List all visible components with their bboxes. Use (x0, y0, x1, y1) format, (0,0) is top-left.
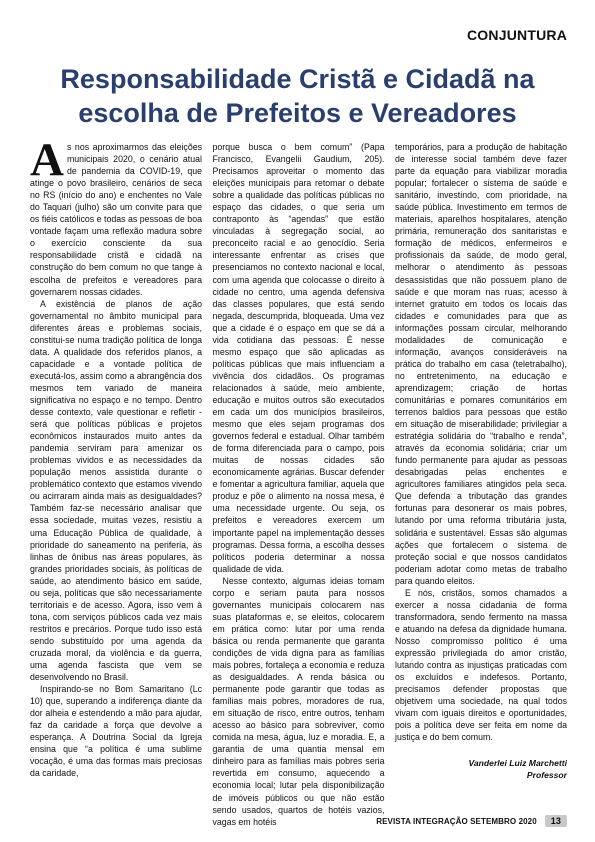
paragraph-3-cont: porque busca o bem comum” (Papa Francisco, Evangelii Gaudium, 205). Precisamos aproveitar o momento das eleições municipais para retomar o debate sobre a qualidade das políticas públicas no espaço das cidades, o que seria um contraponto às “agendas” que estão vinculadas à segregação social, ao preconceito racial e ao genocídio. Seria interessante enfrentar as crises que presenciamos no contexto nacional e local, com uma agenda que colocasse o direito à cidade no centro, uma agenda defensiva das classes populares, que está sendo negada, descumprida, bloqueada. Uma vez que a cidade é o espaço em que se dá a vida cotidiana das pessoas. É nesse mesmo espaço que são aplicadas as políticas públicas que mais influenciam a vivência dos cidadãos. Os programas relacionados à saúde, meio ambiente, educação e muitos outros são executados em cada um dos municípios brasileiros, mesmo que eles sejam programas dos governos federal e estadual. Olhar também de forma diferenciada para o campo, pois muitas de nossas cidades são economicamente agrárias. Buscar defender e fomentar a agricultura familiar, aquela que produz e põe o alimento na nossa mesa, é uma necessidade urgente. Ou seja, os prefeitos e vereadores exercem um importante papel na implementação desses programas. Dessa forma, a escolha desses políticos poderia determinar a nossa qualidade de vida. (212, 142, 385, 574)
paragraph-2: A existência de planos de ação governamental no âmbito municipal para diferentes áreas e problemas sociais, constitui-se numa tradição política de longa data. A qualidade dos referidos planos, a capacidade e a vontade política de executá-los, assim como a abrangência dos mesmos tem variado de maneira significativa no espaço e no tempo. Dentro desse contexto, vale questionar e refletir - será que políticas públicas e projetos econômicos instaurados muito antes da pandemia serviram para amenizar os problemas vividos e as necessidades da população menos assistida durante o problemático contexto que estamos vivendo ou acirraram ainda mais as desigualdades? Também faz-se necessário analisar que essa sociedade, muitas vezes, resistiu a uma Educação Pública de qualidade, à prioridade do saneamento na periferia, às linhas de ônibus nas áreas populares, às grandes prioridades sociais, às políticas de saúde, ao atendimento básico em saúde, ou seja, políticas que são necessariamente territoriais e de acesso. Agora, isso vem à tona, com serviços públicos cada vez mais restritos e precários. Porque tudo isso está sendo substituído por uma agenda da cruzada moral, da violência e da guerra, uma agenda fascista que vem se desenvolvendo no Brasil. (30, 298, 202, 683)
article-title: Responsabilidade Cristã e Cidadã na escolha de Prefeitos e Vereadores (60, 64, 535, 128)
article-body (30, 134, 567, 828)
paragraph-5: E nós, cristãos, somos chamados a exercer a nossa cidadania de forma transformadora, sendo fermento na massa e atuando na defesa da dignidade humana. Nosso compromisso político é uma expressão privilegiada do amor cristão, lutando contra as injustiças praticadas com os excluídos e indefesos. Portanto, precisamos defender propostas que objetivem uma sociedade, na qual todos vivam com iguais direitos e oportunidades, pois a política deve ser feita em nome da justiça e do bem comum. (395, 587, 567, 743)
author-role: Professor (526, 770, 567, 781)
column-3 (395, 141, 567, 828)
page-footer (376, 815, 567, 827)
publication-name: REVISTA INTEGRAÇÃO SETEMBRO 2020 (376, 816, 537, 826)
paragraph-intro (30, 134, 202, 298)
drop-cap: A (30, 134, 64, 186)
section-label: CONJUNTURA (467, 27, 567, 43)
author-name: Vanderlei Luiz Marchetti (468, 758, 567, 769)
page-number: 13 (545, 815, 567, 827)
signature (395, 757, 567, 781)
paragraph-3-start: Inspirando-se no Bom Samaritano (Lc 10) que, superando a indiferença diante da dor alheia e estendendo a mão para ajudar, faz da caridade a força que devolve a esperança. A Doutrina Social da Igreja ensina que “a política é uma sublime vocação, é uma das formas mais preciosas da caridade, (30, 684, 202, 779)
paragraph-intro-text: s nos aproximarmos das eleições municipais 2020, o cenário atual de pandemia da COVID-19, que atinge o povo brasileiro, cenários de seca no RS (início do ano) e enchentes no Vale do Taquari (julho) são um convite para que os fiéis católicos e todas as pessoas de boa vontade façam uma reflexão madura sobre o exercício consciente da sua responsabilidade cristã e cidadã na construção do bem comum no que tange à escolha de prefeitos e vereadores para governarem nossas cidades. (30, 142, 202, 297)
paragraph-4-cont: temporários, para a produção de habitação de interesse social também deve fazer parte da equação para viabilizar moradia popular; fortalecer o sistema de saúde e sanitário, investindo, com prioridade, na saúde pública. Investimento em termos de materiais, aparelhos hospitalares, atenção primária, remuneração dos sanitaristas e formação de médicos, enfermeiros e profissionais da saúde, de modo geral, melhorar o atendimento às pessoas desassistidas que não possuem plano de saúde e que moram nas ruas; acesso à internet gratuito em todos os locais das cidades e comunidades para que as informações possam circular, melhorando modalidades de comunicação e informação, avanços consideráveis na prática do trabalho em casa (teletrabalho), no entretenimento, na educação e aprendizagem; criação de hortas comunitárias e pomares comunitários em terrenos baldios para pessoas que estão em situação de miserabilidade; privilegiar a estratégia solidária do “trabalho e renda”, através da economia solidária; criar um fundo permanente para ajudar as pessoas desabrigadas pelas enchentes e agricultores familiares atingidos pela seca. Que defenda a tributação das grandes fortunas para desonerar os mais pobres, lutando por uma reforma tributária justa, solidária e sustentável. Essas são algumas ações que fortalecem o sistema de proteção social e que nossos candidatos poderiam adotar como metas de trabalho para quando eleitos. (395, 142, 567, 586)
column-1 (30, 134, 202, 828)
column-2 (213, 141, 385, 828)
paragraph-4-start: Nesse contexto, algumas ideias tomam corpo e seriam pauta para nossos governantes municipais colocarem nas suas plataformas e, se eleitos, colocarem em prática como: lutar por uma renda básica ou renda permanente que garanta condições de vida digna para as famílias mais pobres, fortaleça a economia e reduza as desigualdades. A renda básica ou permanente pode garantir que todas as famílias mais pobres, moradores de rua, em situação de risco, entre outros, tenham acesso ao básico para sobreviver, como comida na mesa, água, luz e moradia. E, a garantia de uma quantia mensal em dinheiro para as famílias mais pobres seria revertida em consumo, aquecendo a economia local; lutar pela disponibilização de imóveis públicos ou que não estão sendo usados, quartos de hotéis vazios, vagas em hotéis (212, 575, 385, 827)
